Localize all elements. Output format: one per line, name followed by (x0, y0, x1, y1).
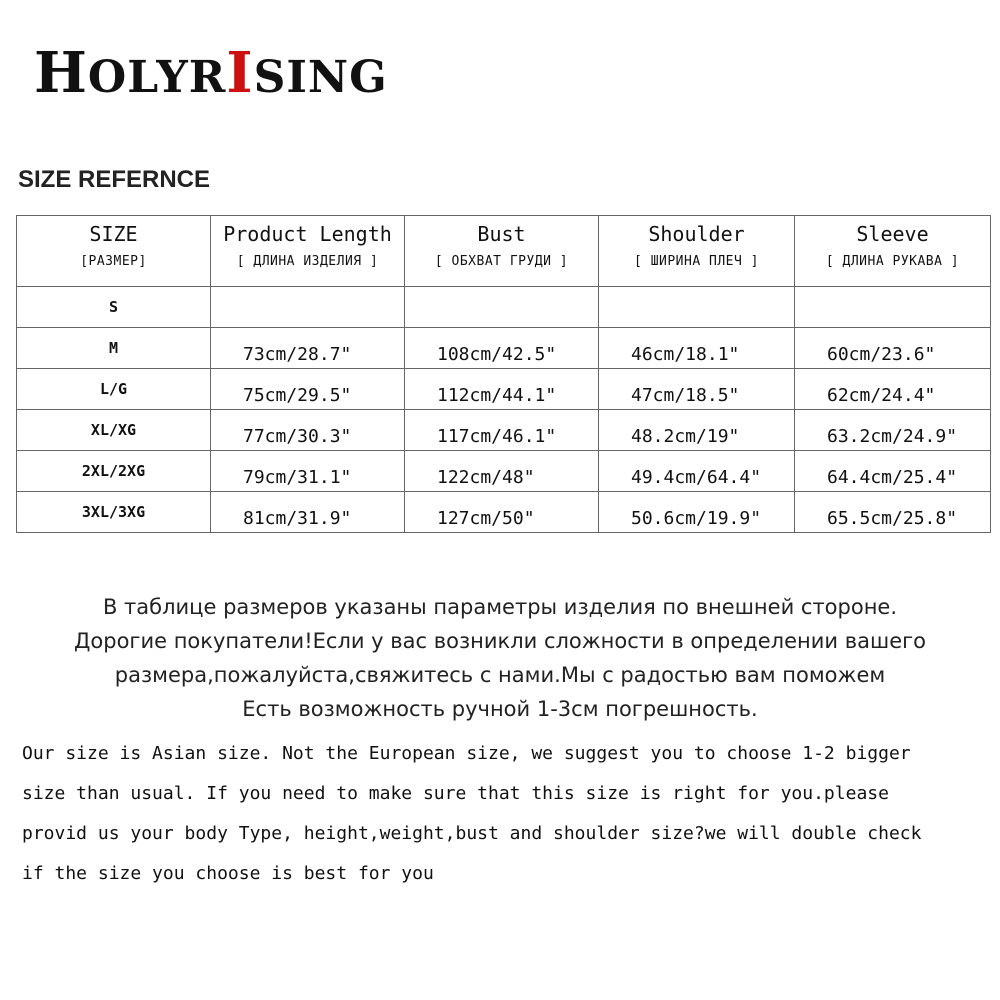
sleeve-cell: 60cm/23.6" (795, 328, 991, 369)
table-row (17, 492, 991, 533)
length-cell: 73cm/28.7" (211, 328, 405, 369)
shoulder-cell: 48.2cm/19" (599, 410, 795, 451)
size-cell: 2XL/2XG (17, 451, 211, 492)
section-title: SIZE REFERNCE (18, 166, 211, 193)
sleeve-cell (795, 287, 991, 328)
size-cell: M (17, 328, 211, 369)
size-cell: XL/XG (17, 410, 211, 451)
sleeve-cell: 62cm/24.4" (795, 369, 991, 410)
header-sleeve-sub: [ ДЛИНА РУКАВА ] (825, 254, 960, 269)
length-cell: 77cm/30.3" (211, 410, 405, 451)
header-shoulder (599, 216, 795, 287)
table-header-row (17, 216, 991, 287)
brand-logo (34, 40, 388, 106)
russian-note (0, 590, 1000, 726)
logo-letter-i: I (226, 40, 254, 106)
shoulder-cell: 50.6cm/19.9" (599, 492, 795, 533)
shoulder-cell: 47cm/18.5" (599, 369, 795, 410)
logo-letter-h: H (34, 40, 88, 106)
length-cell (211, 287, 405, 328)
header-length-label: Product Length (223, 222, 392, 246)
shoulder-cell: 46cm/18.1" (599, 328, 795, 369)
bust-cell: 122cm/48" (405, 451, 599, 492)
header-bust (405, 216, 599, 287)
length-cell: 75cm/29.5" (211, 369, 405, 410)
english-note-line: Our size is Asian size. Not the European size, we suggest you to choose 1-2 bigger (22, 743, 911, 764)
size-table (16, 215, 991, 533)
shoulder-cell (599, 287, 795, 328)
english-note-line: if the size you choose is best for you (22, 863, 434, 884)
russian-note-line: Есть возможность ручной 1-3см погрешность. (242, 697, 758, 721)
header-sleeve-label: Sleeve (856, 222, 929, 246)
header-length-sub: [ ДЛИНА ИЗДЕЛИЯ ] (236, 254, 379, 269)
english-note-line: provid us your body Type, height,weight,bust and shoulder size?we will double check (22, 823, 922, 844)
header-shoulder-sub: [ ШИРИНА ПЛЕЧ ] (634, 254, 759, 269)
russian-note-line: В таблице размеров указаны параметры изделия по внешней стороне. (102, 595, 898, 619)
table-row (17, 328, 991, 369)
bust-cell (405, 287, 599, 328)
sleeve-cell: 63.2cm/24.9" (795, 410, 991, 451)
bust-cell: 108cm/42.5" (405, 328, 599, 369)
sleeve-cell: 64.4cm/25.4" (795, 451, 991, 492)
header-shoulder-label: Shoulder (648, 222, 745, 246)
shoulder-cell: 49.4cm/64.4" (599, 451, 795, 492)
table-row (17, 369, 991, 410)
header-length (211, 216, 405, 287)
logo-letters-olyr: OLYR (87, 52, 227, 103)
russian-note-line: размера,пожалуйста,свяжитесь с нами.Мы с радостью вам поможем (114, 663, 886, 687)
size-cell: 3XL/3XG (17, 492, 211, 533)
russian-note-line: Дорогие покупатели!Если у вас возникли сложности в определении вашего (73, 629, 926, 653)
bust-cell: 127cm/50" (405, 492, 599, 533)
size-cell: S (17, 287, 211, 328)
bust-cell: 112cm/44.1" (405, 369, 599, 410)
size-cell: L/G (17, 369, 211, 410)
header-size-label: SIZE (89, 222, 138, 246)
header-sleeve (795, 216, 991, 287)
table-row (17, 451, 991, 492)
english-note (22, 740, 987, 900)
header-size (17, 216, 211, 287)
sleeve-cell: 65.5cm/25.8" (795, 492, 991, 533)
length-cell: 81cm/31.9" (211, 492, 405, 533)
header-bust-sub: [ ОБХВАТ ГРУДИ ] (434, 254, 569, 269)
length-cell: 79cm/31.1" (211, 451, 405, 492)
table-row (17, 287, 991, 328)
header-size-sub: [РАЗМЕР] (80, 254, 147, 269)
english-note-line: size than usual. If you need to make sure that this size is right for you.please (22, 783, 889, 804)
bust-cell: 117cm/46.1" (405, 410, 599, 451)
table-row (17, 410, 991, 451)
header-bust-label: Bust (477, 222, 526, 246)
logo-letters-sing: SING (253, 52, 388, 103)
